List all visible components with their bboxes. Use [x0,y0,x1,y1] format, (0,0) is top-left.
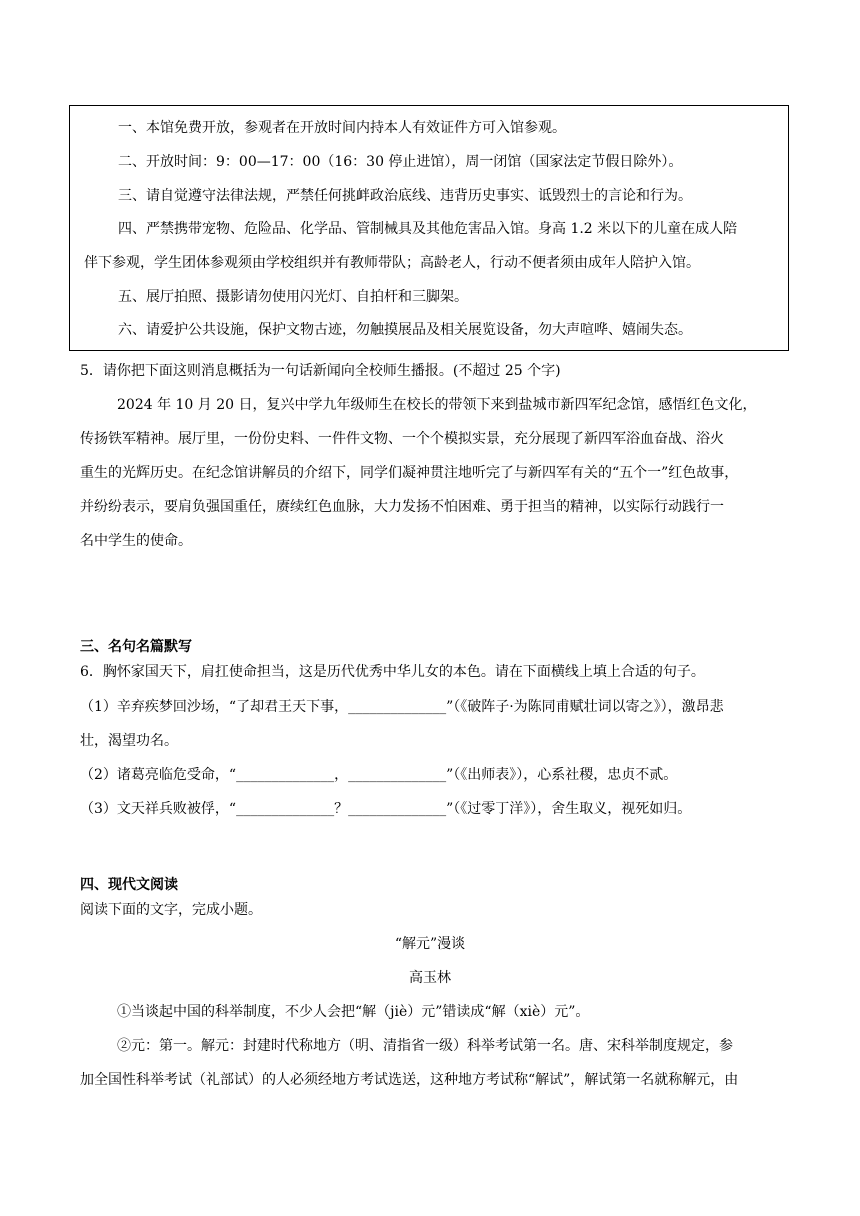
notice-rule-3: 三、请自觉遵守法律法规，严禁任何挑衅政治底线、违背历史事实、诋毁烈士的言论和行为。 [118,188,692,204]
article-title: “解元”漫谈 [394,936,466,952]
notice-rule-5: 五、展厅拍照、摄影请勿使用闪光灯、自拍杆和三脚架。 [118,289,468,305]
museum-notice-box [69,105,789,351]
q5-passage-line-2: 传扬铁军精神。展厅里，一份份史料、一件件文物、一个个模拟实景，充分展现了新四军浴血奋战、浴火 [80,431,724,447]
article-paragraph-1: ①当谈起中国的科举制度，不少人会把“解（jiè）元”错读成“解（xiè）元”。 [117,1004,590,1020]
reading-instruction: 阅读下面的文字，完成小题。 [80,902,262,918]
article-author: 高玉林 [409,970,451,986]
q5-passage-line-1: 2024 年 10 月 20 日，复兴中学九年级师生在校长的带领下来到盐城市新四军纪念馆，感悟红色文化， [117,397,757,413]
notice-rule-1: 一、本馆免费开放，参观者在开放时间内持本人有效证件方可入馆参观。 [118,120,566,136]
notice-rule-4-cont: 伴下参观，学生团体参观须由学校组织并有教师带队；高龄老人，行动不便者须由成年人陪护入馆。 [84,255,700,271]
q5-passage-line-5: 名中学生的使命。 [80,533,192,549]
q5-passage-line-4: 并纷纷表示，要肩负强国重任，赓续红色血脉，大力发扬不怕困难、勇于担当的精神，以实际行动践行一 [80,499,724,515]
q5-prompt: 5．请你把下面这则消息概括为一句话新闻向全校师生播报。(不超过 25 个字) [80,363,561,379]
q6-item-1-cont: 壮，渴望功名。 [80,733,178,749]
q6-item-2: （2）诸葛亮临危受命，“______________，______________”（《出师表》），心系社稷，忠贞不贰。 [80,767,678,783]
q6-item-1: （1）辛弃疾梦回沙场，“了却君王天下事，______________”（《破阵子·为陈同甫赋壮词以寄之》），激昂悲 [80,699,724,715]
section-4-heading: 四、现代文阅读 [80,877,178,893]
q6-item-3: （3）文天祥兵败被俘，“______________？______________”（《过零丁洋》），舍生取义，视死如归。 [80,801,692,817]
article-paragraph-2: ②元：第一。解元：封建时代称地方（明、清指省一级）科举考试第一名。唐、宋科举制度规定，参 [117,1038,733,1054]
notice-rule-6: 六、请爱护公共设施，保护文物古迹，勿触摸展品及相关展览设备，勿大声喧哗、嬉闹失态。 [118,322,692,338]
notice-rule-4: 四、严禁携带宠物、危险品、化学品、管制械具及其他危害品入馆。身高 1.2 米以下的儿童在成人陪 [118,221,738,237]
q6-prompt: 6．胸怀家国天下，肩扛使命担当，这是历代优秀中华儿女的本色。请在下面横线上填上合适的句子。 [80,664,705,680]
section-3-heading: 三、名句名篇默写 [80,639,192,655]
article-paragraph-2-cont: 加全国性科举考试（礼部试）的人必须经地方考试选送，这种地方考试称“解试”，解试第一名就称解元，由 [80,1072,739,1088]
q5-passage-line-3: 重生的光辉历史。在纪念馆讲解员的介绍下，同学们凝神贯注地听完了与新四军有关的“五个一”红色故事， [80,465,739,481]
notice-rule-2: 二、开放时间：9：00—17：00（16：30 停止进馆），周一闭馆（国家法定节假日除外）。 [118,154,683,170]
